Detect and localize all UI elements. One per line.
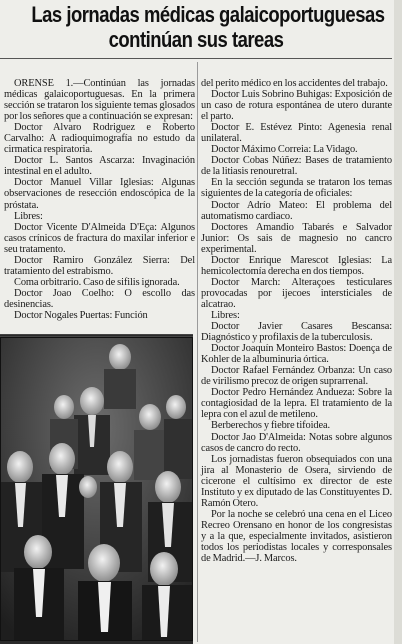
- paragraph: Doctor Ramiro González Sierra: Del tratamiento del estrabismo.: [4, 254, 195, 277]
- group-photograph: [0, 334, 193, 644]
- paragraph: Berberechos y fiebre tifoidea.: [211, 420, 330, 432]
- paragraph: Doctor March: Alteraçoes testiculares provocadas por ijecoes intersticiales de alcatrao.: [201, 276, 392, 310]
- headline-rule: [0, 58, 392, 59]
- paragraph: Doctor Joao Coelho: O escollo das desinencias.: [4, 287, 195, 310]
- paragraph: Por la noche se celebró una cena en el Liceo Recreo Orensano en honor de los congresistas y a la que, especialmente invitados, asistieron todos los periodistas locales y corresponsales de Madrid.—J. Marcos.: [201, 508, 392, 565]
- paragraph: del perito médico en los accidentes del trabajo.: [201, 78, 388, 89]
- paragraph: Doctores Amandio Tabarés e Salvador Junior: Os sais de magnesio no cancro experimental.: [201, 221, 392, 255]
- paragraph: Doctor L. Santos Ascarza: Invaginación intestinal en el adulto.: [4, 155, 195, 178]
- paragraph: Doctor Manuel Villar Iglesias: Algunas observaciones de resección endoscópica de la próstata.: [4, 177, 195, 211]
- paragraph: Doctor Javier Casares Bescansa: Diagnóstico y profilaxis de la tuberculosis.: [201, 321, 392, 344]
- paragraph: Doctor E. Estévez Pinto: Agenesia renal unilateral.: [201, 122, 392, 145]
- paragraph: Doctor Nogales Puertas: Función: [14, 309, 148, 321]
- paragraph: Doctor Máximo Correia: La Vidago.: [211, 144, 358, 156]
- article-left-column: [4, 78, 195, 321]
- paragraph: Doctor Joaquín Monteiro Bastos: Doença de Kohler de la albuminuria órtica.: [201, 343, 392, 366]
- paragraph: Los jornadistas fueron obsequiados con una jira al Monasterio de Osera, sirviendo de cicerone el cultísimo ex director de este Instituto y ex diputado de las Constituyentes D. Ramón Otero.: [201, 453, 392, 509]
- paragraph: Doctor Alvaro Rodriguez e Roberto Carvalho: A radioquimografía no estudo da cirmatica respiratoria.: [4, 122, 195, 156]
- headline: [31, 2, 385, 52]
- paragraph: Doctor Luis Sobrino Buhigas: Exposición de un caso de rotura espontánea de utero durante el parto.: [201, 89, 392, 123]
- headline-line-1: Las jornadas médicas galaicoportuguesas: [31, 2, 385, 27]
- paragraph: Doctor Vicente D'Almeida D'Eça: Algunos casos crínicos de fractura do maxilar inferior e seu tratamento.: [4, 221, 195, 255]
- paragraph: ORENSE 1.—Continúan las jornadas médicas galaicoportuguesas. En la primera sección se trataron los siguiente temas glosados por los señores que a continuación se expresan:: [4, 78, 195, 123]
- adjacent-column-edge: [394, 0, 402, 644]
- paragraph: Doctor Rafael Fernández Orbanza: Un caso de virilismo precoz de origen suprarrenal.: [201, 365, 392, 388]
- paragraph: Doctor Enrique Marescot Iglesias: La hemicolectomía derecha en dos tiempos.: [201, 254, 392, 277]
- paragraph: Doctor Adrío Mateo: El problema del automatismo cardiaco.: [201, 199, 392, 222]
- paragraph: Doctor Jao D'Almeida: Notas sobre algunos casos de cancro do recto.: [201, 431, 392, 454]
- article-right-column: [201, 78, 392, 564]
- paragraph: Coma orbitrario. Caso de sifilis ignorada.: [14, 276, 180, 288]
- paragraph: Doctor Cobas Núñez: Bases de tratamiento de la litiasis renouretral.: [201, 155, 392, 178]
- paragraph: Libres:: [211, 309, 240, 321]
- paragraph: Doctor Pedro Hernández Andueza: Sobre la contagiosidad de la lepra. El tratamiento de la lepra con el azul de metileno.: [201, 387, 392, 421]
- headline-line-2: continúan sus tareas: [108, 27, 284, 52]
- paragraph: En la sección segunda se trataron los temas siguientes de la categoría de oficiales:: [201, 177, 392, 200]
- column-divider: [197, 62, 198, 642]
- paragraph: Libres:: [14, 210, 43, 222]
- photograph-image: [0, 337, 193, 641]
